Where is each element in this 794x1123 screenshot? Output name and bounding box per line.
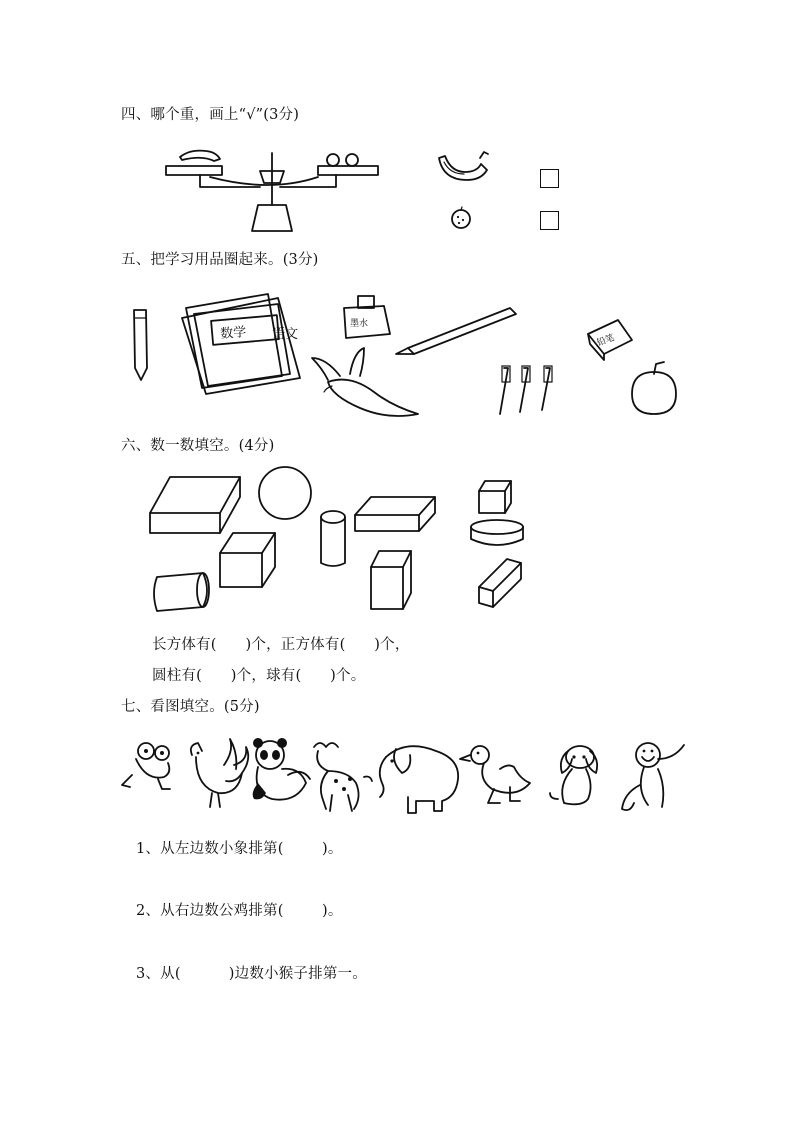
monkey-icon [622, 743, 684, 810]
checkbox-orange[interactable] [540, 211, 559, 230]
cuboid-icon [150, 477, 240, 533]
banana-icon [436, 150, 490, 186]
pencil-box-icon [588, 320, 632, 360]
toothbrush-icon [500, 366, 552, 414]
pen-icon [134, 310, 147, 380]
q7-title: 七、看图填空。(5分) [121, 699, 260, 715]
apple-icon [632, 362, 676, 414]
q6-line2: 圆柱有( )个，球有( )个。 [152, 668, 366, 684]
orange-icon [449, 206, 473, 230]
q7-item3: 3、从( )边数小猴子排第一。 [136, 966, 367, 982]
cylinder-icon [471, 520, 523, 545]
pencil-icon [396, 308, 516, 354]
cube-icon [220, 533, 275, 587]
deer-icon [314, 743, 372, 811]
q4-title: 四、哪个重，画上“√”(3分) [121, 107, 300, 123]
solids-picture [145, 465, 530, 615]
q6-line1: 长方体有( )个，正方体有( )个， [152, 637, 410, 653]
cylinder-icon [321, 511, 345, 566]
q7-item1: 1、从左边数小象排第( )。 [136, 841, 343, 857]
puppy-icon [550, 746, 597, 804]
book-icon [182, 294, 300, 394]
q7-item2: 2、从右边数公鸡排第( )。 [136, 903, 343, 919]
svg-text:墨水: 墨水 [350, 319, 369, 329]
cylinder-icon [154, 573, 209, 611]
panda-icon [253, 738, 310, 800]
svg-text:语文: 语文 [272, 327, 299, 342]
svg-text:铅笔: 铅笔 [595, 333, 617, 349]
ink-bottle-icon [344, 296, 390, 338]
duck-icon [460, 746, 530, 803]
checkbox-banana[interactable] [540, 169, 559, 188]
cuboid-icon [355, 497, 435, 531]
q6-title: 六、数一数填空。(4分) [121, 438, 275, 454]
sphere-icon [259, 467, 311, 519]
cube-icon [479, 481, 511, 513]
cuboid-icon [479, 559, 521, 607]
scale-icon [160, 145, 385, 233]
radish-icon [312, 348, 418, 416]
q5-title: 五、把学习用品圈起来。(3分) [121, 252, 319, 268]
animals-picture [118, 735, 693, 820]
svg-text:数学: 数学 [219, 324, 247, 343]
cuboid-icon [371, 551, 411, 609]
elephant-icon [380, 746, 458, 813]
school-supplies-picture [122, 290, 697, 420]
rooster-icon [191, 739, 248, 807]
frog-icon [122, 743, 170, 789]
